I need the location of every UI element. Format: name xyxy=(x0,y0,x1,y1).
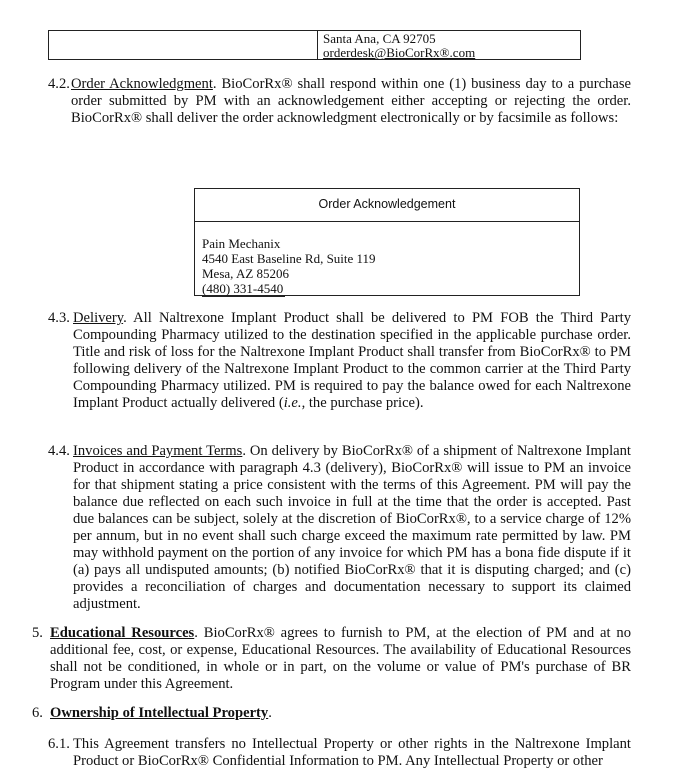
section-body: . On delivery by BioCorRx® of a shipment of Naltrexone Implant Product in accordance with paragraph 4.3 (delivery), BioCorRx® will issue to PM an invoice for that shipment stating a price consistent with the terms of this Agreement. PM will pay the balance due reflected on each such invoice in full at the time that the order is accepted. Past due balances can be subject, solely at the discretion of BioCorRx®, to a service charge of 12% per annum, but in no event shall such charge exceed the maximum rate permitted by law. PM may withhold payment on the portion of any invoice for which PM has a bona fide dispute if it (a) pays all undisputed amounts; (b) notified BioCorRx® that it is disputing charged; and (c) provides a reconciliation of charges and documentation necessary to support its claimed adjustment. xyxy=(73,443,631,612)
section-number: 6.1. xyxy=(48,736,70,752)
section-heading: Educational Resources xyxy=(50,625,195,641)
section-4-3 xyxy=(48,310,631,412)
section-number: 4.3. xyxy=(48,310,70,326)
ack-city: Mesa, AZ 85206 xyxy=(202,266,290,281)
section-body-ie: i.e. xyxy=(283,395,302,411)
section-heading: Ownership of Intellectual Property xyxy=(50,705,269,721)
section-heading: Order Acknowledgment xyxy=(71,76,213,92)
section-heading-tail: . xyxy=(268,705,272,721)
section-number: 6. xyxy=(32,705,43,721)
section-number: 4.2. xyxy=(48,76,70,92)
section-body: This Agreement transfers no Intellectual Property or other rights in the Naltrexone Implant Product or BioCorRx® Confidential Information to PM. Any Intellectual Property or other xyxy=(73,736,631,769)
section-heading: Invoices and Payment Terms xyxy=(73,443,243,459)
section-4-4 xyxy=(48,443,631,613)
section-5 xyxy=(32,625,631,693)
section-body-2: , the purchase price). xyxy=(301,395,424,411)
ack-phone: (480) 331-4540 xyxy=(202,281,284,296)
address-email: orderdesk@BioCorRx®.com xyxy=(323,45,476,60)
section-body: . BioCorRx® shall respond within one (1) business day to a purchase order submitted by PM with an acknowledgement either accepting or rejecting the order. BioCorRx® shall deliver the order acknowledgment electronically or by facsimile as follows: xyxy=(71,76,631,126)
section-6 xyxy=(32,705,631,722)
address-table xyxy=(48,30,581,60)
address-table-left-cell xyxy=(49,31,318,59)
ack-box-title: Order Acknowledgement xyxy=(195,189,579,222)
section-number: 4.4. xyxy=(48,443,70,459)
ack-name: Pain Mechanix xyxy=(202,236,281,251)
section-6-1 xyxy=(48,736,631,770)
section-body-1: . All Naltrexone Implant Product shall be delivered to PM FOB the Third Party Compounding Pharmacy utilized to the destination specified in the applicable purchase order. Title and risk of loss for the Naltrexone Implant Product shall transfer from BioCorRx® to PM following delivery of the Naltrexone Implant Product to the common carrier at the Third Party Compounding Pharmacy utilized. PM is required to pay the balance owed for each Naltrexone Implant Product actually delivered ( xyxy=(73,310,631,411)
address-city-line: Santa Ana, CA 92705 xyxy=(323,31,436,46)
address-table-right-cell xyxy=(318,31,475,59)
section-heading: Delivery xyxy=(73,310,124,326)
section-body: . BioCorRx® agrees to furnish to PM, at the election of PM and at no additional fee, cost, or expense, Educational Resources. The availability of Educational Resources shall not be conditioned, in whole or in part, on the volume or value of PM's purchase of BR Program under this Agreement. xyxy=(50,625,631,692)
section-number: 5. xyxy=(32,625,43,641)
ack-street: 4540 East Baseline Rd, Suite 119 xyxy=(202,251,376,266)
section-4-2 xyxy=(48,76,631,127)
ack-box-address xyxy=(195,222,579,297)
order-acknowledgement-box xyxy=(194,188,580,296)
